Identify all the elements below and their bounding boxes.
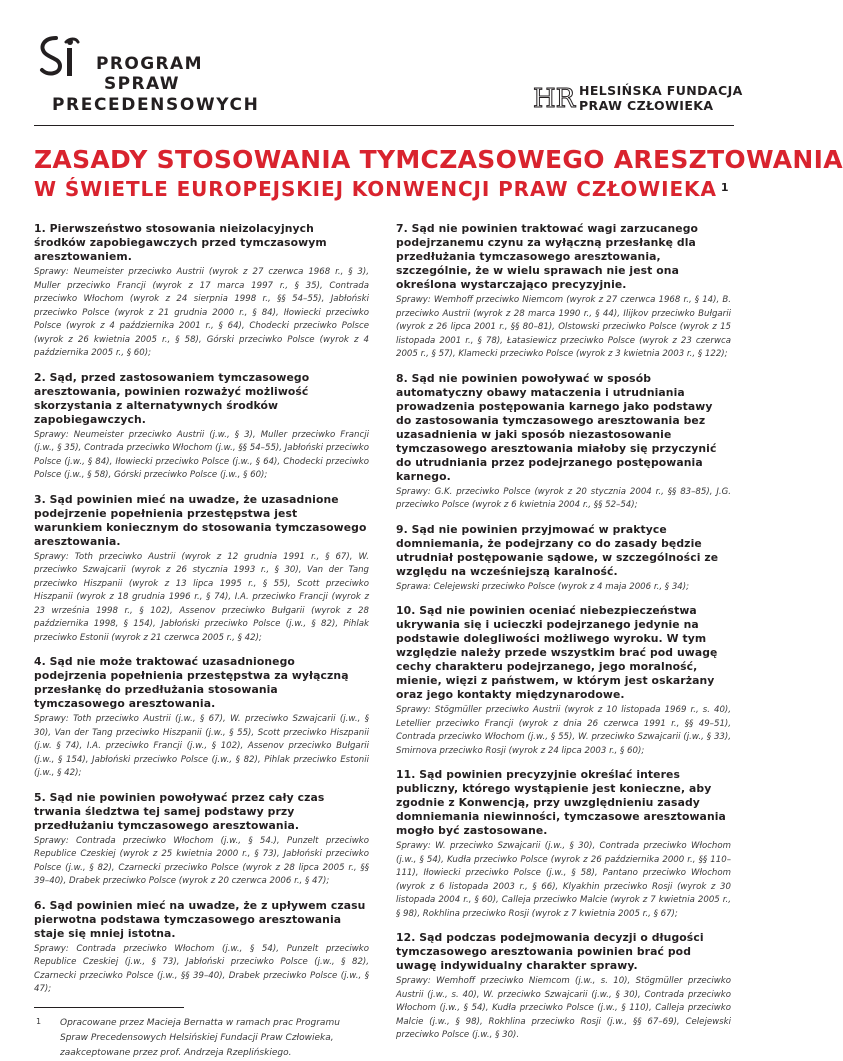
principle-refs: Sprawy: Contrada przeciwko Włochom (j.w., § 54.), Punzelt przeciwko Republice Czeskiej (wyrok z 25 kwietnia 2000 r., § 73), Jabłoński przeciwko Polsce (j.w., § 82), Czarnecki przeciwko Polsce (wyrok z 28 lipca 2005 r., §§ 39–40), Drabek przeciwko Polsce (wyrok z 20 czerwca 2006 r., § 47); <box>34 835 369 886</box>
principle-refs: Sprawy: Stögmüller przeciwko Austrii (wyrok z 10 listopada 1969 r., s. 40), Letellier przeciwko Francji (wyrok z dnia 26 czerwca 1991 r., §§ 49–51), Contrada przeciwko Włochom (j.w., § 55), W. przeciwko Szwajcarii (j.w., § 33), Smirnova przeciwko Rosji (wyrok z 24 lipca 2003 r., § 60); <box>396 705 731 756</box>
principle-refs: Sprawy: Contrada przeciwko Włochom (j.w., § 54), Punzelt przeciwko Republice Czeskiej (j.w., § 73), Jabłoński przeciwko Polsce (j.w., § 82), Czarnecki przeciwko Polsce (j.w., §§ 39–40), Drabek przeciwko Polsce (j.w., § 47); <box>34 943 369 994</box>
principle-item <box>396 222 731 362</box>
hfpc-monogram-text: HR <box>533 84 576 114</box>
hfpc-line-1: HELSIŃSKA FUNDACJA <box>579 83 743 98</box>
principle-heading: 5. Sąd nie powinien powoływać przez cały czas trwania śledztwa tej samej podstawy przy przedłużaniu tymczasowego aresztowania. <box>34 790 325 832</box>
hfpc-logo <box>531 82 741 114</box>
logo-line-spraw: SPRAW <box>104 74 180 94</box>
principle-refs: Sprawy: G.K. przeciwko Polsce (wyrok z 20 stycznia 2004 r., §§ 83–85), J.G. przeciwko Polsce (wyrok z 6 kwietnia 2004 r., §§ 52–54); <box>396 486 731 510</box>
document-subtitle <box>34 176 729 202</box>
right-column <box>396 222 731 1053</box>
principle-heading: 8. Sąd nie powinien powoływać w sposób automatyczny obawy mataczenia i utrudniania prowadzenia postępowania karnego jako podstawy do zastosowania tymczasowego aresztowania bez uzasadnienia w jaki sposób niezastosowanie tymczasowego aresztowania miałoby się przyczynić do utrudniania przez podejrzanego postępowania karnego. <box>396 371 717 483</box>
principle-item <box>34 899 369 997</box>
principle-heading: 11. Sąd powinien precyzyjnie określać interes publiczny, którego wystąpienie jest konieczne, aby zgodnie z Konwencją, przy uwzględnieniu zasady domniemania niewinności, tymczasowe aresztowania mogło być zastosowane. <box>396 768 726 837</box>
principle-refs: Sprawy: Toth przeciwko Austrii (wyrok z 12 grudnia 1991 r., § 67), W. przeciwko Szwajcarii (wyrok z 26 stycznia 1993 r., § 30), Van der Tang przeciwko Hiszpanii (wyrok z 13 lipca 1995 r., § 55), Scott przeciwko Hiszpanii (wyrok z 18 grudnia 1996 r., § 74), I.A. przeciwko Francji (wyrok z 23 września 1998 r., § 102), Assenov przeciwko Bułgarii (wyrok z 28 października 1998, § 154), Jabłoński przeciwko Polsce (j.w., § 82), Pihlak przeciwko Estonii (wyrok z 21 czerwca 2005 r., § 42); <box>34 551 369 643</box>
principle-heading: 12. Sąd podczas podejmowania decyzji o długości tymczasowego aresztowania powinien brać pod uwagę indywidualny charakter sprawy. <box>396 931 704 972</box>
logo-line-program: PROGRAM <box>96 54 203 74</box>
hfpc-monogram-icon <box>531 82 576 114</box>
principle-heading: 2. Sąd, przed zastosowaniem tymczasowego aresztowania, powinien rozważyć możliwość skorzystania z alternatywnych środków zapobiegawczych. <box>34 370 310 426</box>
principle-item <box>396 372 731 513</box>
principle-item <box>396 523 731 595</box>
hfpc-logo-text <box>579 83 743 113</box>
principle-item <box>34 791 369 889</box>
header-divider <box>34 125 734 126</box>
footnote-number: 1 <box>36 1016 42 1026</box>
principle-item <box>34 222 369 361</box>
principle-refs: Sprawy: Neumeister przeciwko Austrii (wyrok z 27 czerwca 1968 r., § 3), Muller przeciwko Francji (wyrok z 17 marca 1997 r., § 35), Contrada przeciwko Włochom (wyrok z 24 sierpnia 1998 r., §§ 54–55), Jabłoński przeciwko Polsce (wyrok z 21 grudnia 2000 r., § 84), Iłowiecki przeciwko Polsce (wyrok z 4 października 2001 r., § 64), Chodecki przeciwko Polsce (wyrok z 26 kwietnia 2005 r., § 58), Górski przeciwko Polsce (wyrok z 4 października 2005 r., § 60); <box>34 267 369 358</box>
principle-refs: Sprawa: Celejewski przeciwko Polsce (wyrok z 4 maja 2006 r., § 34); <box>396 581 689 592</box>
footnote <box>34 1016 369 1061</box>
principle-item <box>396 604 731 758</box>
principle-item <box>34 655 369 781</box>
program-logo <box>34 34 260 115</box>
principle-heading: 9. Sąd nie powinien przyjmować w praktyce domniemania, że podejrzany co do zasady będzie utrudniał postępowanie sądowe, w szczególności ze względu na wcześniejszą karalność. <box>396 522 719 578</box>
principle-heading: 4. Sąd nie może traktować uzasadnionego podejrzenia popełnienia przestępstwa za wyłączną przesłankę do przedłużania stosowania tymczasowego aresztowania. <box>34 655 349 710</box>
principle-heading: 1. Pierwszeństwo stosowania nieizolacyjnych środków zapobiegawczych przed tymczasowym aresztowaniem. <box>34 222 327 263</box>
principle-item <box>34 371 369 483</box>
logo-line-precedensowych: PRECEDENSOWYCH <box>52 95 260 115</box>
principle-refs: Sprawy: W. przeciwko Szwajcarii (j.w., § 30), Contrada przeciwko Włochom (j.w., § 54), Kudła przeciwko Polsce (wyrok z 26 października 2000 r., §§ 110–111), Iłowiecki przeciwko Polsce (j.w., § 58), Pantano przeciwko Włochom (wyrok z 6 listopada 2003 r., § 66), Klyakhin przeciwko Rosji (wyrok z 30 listopada 2004 r., § 60), Calleja przeciwko Malcie (wyrok z 7 kwietnia 2005 r., § 98), Rokhlina przeciwko Rosji (wyrok z 7 kwietnia 2005 r., § 67); <box>396 841 731 919</box>
left-column <box>34 222 369 1061</box>
principle-heading: 10. Sąd nie powinien oceniać niebezpieczeństwa ukrywania się i ucieczki podejrzanego jedynie na podstawie dolegliwości możliwego wyroku. W tym względzie należy przede wszystkim brać pod uwagę cechy charakteru podejrzanego, jego moralność, mienie, więzi z państwem, w którym jest oskarżany oraz jego kontakty międzynarodowe. <box>396 604 718 701</box>
principle-heading: 6. Sąd powinien mieć na uwadze, że z upływem czasu pierwotna podstawa tymczasowego aresztowania staje się mniej istotna. <box>34 898 366 940</box>
title-footnote-ref: 1 <box>720 181 730 194</box>
principle-refs: Sprawy: Toth przeciwko Austrii (j.w., § 67), W. przeciwko Szwajcarii (j.w., § 30), Van der Tang przeciwko Hiszpanii (j.w., § 55), Scott przeciwko Hiszpanii (j.w. § 74), I.A. przeciwko Francji (j.w., § 102), Assenov przeciwko Bułgarii (j.w., § 154), Jabłoński przeciwko Polsce (j.w., § 82), Pihlak przeciwko Estonii (j.w., § 42); <box>34 714 369 778</box>
principle-refs: Sprawy: Wemhoff przeciwko Niemcom (wyrok z 27 czerwca 1968 r., § 14), B. przeciwko Austrii (wyrok z 28 marca 1990 r., § 44), Ilijkov przeciwko Bułgarii (wyrok z 26 lipca 2001 r., §§ 80–81), Olstowski przeciwko Polsce (wyrok z 15 listopada 2001 r., § 78), Łatasiewicz przeciwko Polsce (wyrok z 23 czerwca 2005 r., § 57), Klamecki przeciwko Polsce (wyrok z 3 kwietnia 2003 r., § 122); <box>396 295 731 359</box>
footnote-text: Opracowane przez Macieja Bernatta w ramach prac Programu Spraw Precedensowych Helsińskiej Fundacji Praw Człowieka, zaakceptowane przez prof. Andrzeja Rzeplińskiego. <box>60 1017 340 1058</box>
principle-item <box>396 768 731 921</box>
document-title: ZASADY STOSOWANIA TYMCZASOWEGO ARESZTOWANIA <box>34 145 843 174</box>
principle-item <box>396 931 731 1043</box>
principle-heading: 7. Sąd nie powinien traktować wagi zarzucanego podejrzanemu czynu za wyłączną przesłankę dla przedłużania tymczasowego aresztowania, szczególnie, że w wielu sprawach nie jest ona określona wystarczająco precyzyjnie. <box>396 222 699 291</box>
principle-item <box>34 493 369 646</box>
program-logo-text <box>52 54 260 115</box>
principle-refs: Sprawy: Neumeister przeciwko Austrii (j.w., § 3), Muller przeciwko Francji (j.w., § 35), Contrada przeciwko Włochom (j.w., §§ 54–55), Jabłoński przeciwko Polsce (j.w., § 84), Iłowiecki przeciwko Polsce (j.w., § 64), Chodecki przeciwko Polsce (j.w., § 58), Górski przeciwko Polsce (j.w., § 60); <box>34 429 369 480</box>
principle-heading: 3. Sąd powinien mieć na uwadze, że uzasadnione podejrzenie popełnienia przestępstwa jest warunkiem koniecznym do stosowania tymczasowego aresztowania. <box>34 492 367 548</box>
document-subtitle-text: W ŚWIETLE EUROPEJSKIEJ KONWENCJI PRAW CZŁOWIEKA <box>34 177 717 201</box>
principle-refs: Sprawy: Wemhoff przeciwko Niemcom (j.w., s. 10), Stögmüller przeciwko Austrii (j.w., s. 40), W. przeciwko Szwajcarii (j.w., § 30), Contrada przeciwko Włochom (j.w., § 54), Kudła przeciwko Polsce (j.w., § 110), Calleja przeciwko Malcie (j.w., § 98), Rokhlina przeciwko Rosji (j.w., §§ 67–69), Celejewski przeciwko Polsce (j.w., § 30). <box>396 976 731 1040</box>
footnote-divider <box>34 1007 184 1008</box>
hfpc-line-2: PRAW CZŁOWIEKA <box>579 98 714 113</box>
